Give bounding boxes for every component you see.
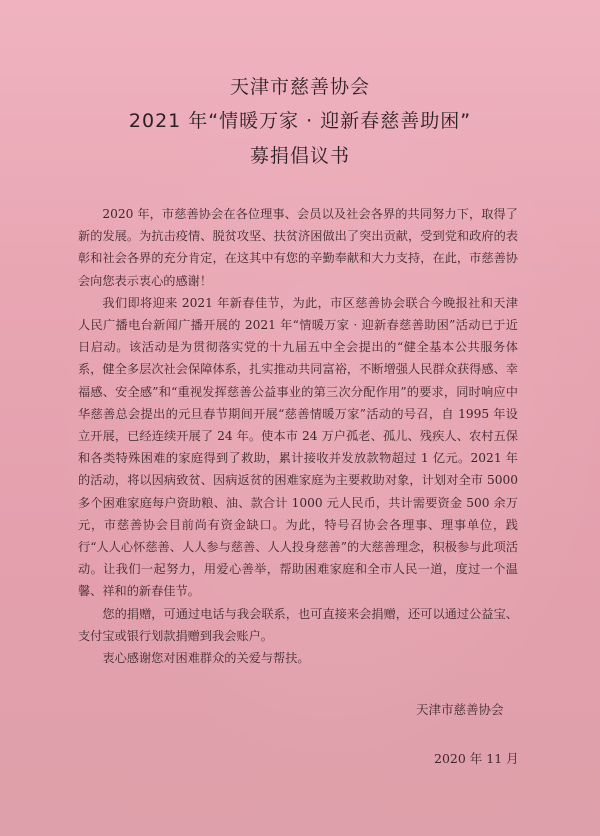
paragraph-closing: 衷心感谢您对困难群众的关爱与帮扶。 xyxy=(102,651,310,666)
letter-body xyxy=(78,203,518,669)
title-campaign: 2021 年“情暖万家 · 迎新春慈善助困” xyxy=(128,110,472,132)
paragraph-thanks: 2020 年，市慈善协会在各位理事、会员以及社会各界的共同努力下，取得了新的发展。为抗击疫情、脱贫攻坚、扶贫济困做出了突出贡献，受到党和政府的表彰和社会各界的充分肯定，在这其中有您的辛勤奉献和大力支持，在此，市慈善协会向您表示衷心的感谢！ xyxy=(78,207,518,288)
signature-date: 2020 年 11 月 xyxy=(434,751,519,766)
title-document-type: 募捐倡议书 xyxy=(249,145,350,167)
letter-heading xyxy=(0,72,600,171)
title-organization: 天津市慈善协会 xyxy=(229,76,370,98)
paragraph-campaign: 我们即将迎来 2021 年新春佳节，为此，市区慈善协会联合今晚报社和天津人民广播电台新闻广播开展的 2021 年“情暖万家 · 迎新春慈善助困”活动已于近日启动。该活动是为贯彻落实党的十九届五中全会提出的“健全基本公共服务体系，健全多层次社会保障体系，扎实推动共同富裕，不断增强人民群众获得感、幸福感、安全感”和“重视发挥慈善公益事业的第三次分配作用”的要求，同时响应中华慈善总会提出的元旦春节期间开展“慈善情暖万家”活动的号召，自 1995 年设立开展，已经连续开展了 24 年。使本市 24 万户孤老、孤儿、残疾人、农村五保和各类特殊困难的家庭得到了救助，累计接收并发放款物超过 1 亿元。2021 年的活动，将以因病致贫、因病返贫的困难家庭为主要救助对象，计划对全市 5000 多个困难家庭每户资助粮、油、款合计 1000 元人民币，共计需要资金 500 余万元，市慈善协会目前尚有资金缺口。为此，特号召协会各理事、理事单位，践行“人人心怀慈善、人人参与慈善、人人投身慈善”的大慈善理念，积极参与此项活动。让我们一起努力，用爱心善举，帮助困难家庭和全市人民一道，度过一个温馨、祥和的新春佳节。 xyxy=(78,295,518,599)
signature-organization: 天津市慈善协会 xyxy=(416,702,504,717)
paragraph-donation-methods: 您的捐赠，可通过电话与我会联系，也可直接来会捐赠，还可以通过公益宝、支付宝或银行划款捐赠到我会账户。 xyxy=(78,606,518,643)
